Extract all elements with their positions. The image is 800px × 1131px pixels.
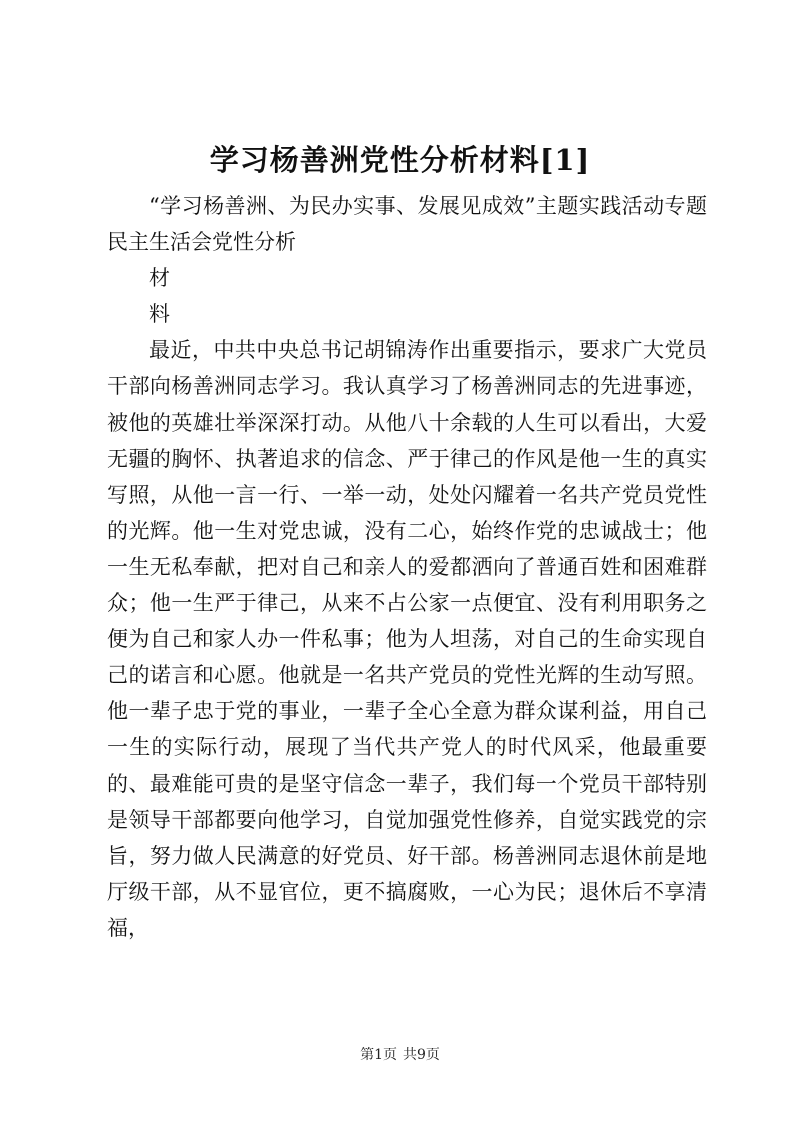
page-number: 第1页: [360, 1047, 397, 1063]
paragraph-liao: 料: [149, 302, 170, 327]
page-footer: [0, 1045, 800, 1065]
paragraph-subtitle: “学习杨善洲、为民办实事、发展见成效”主题实践活动专题民主生活会党性分析: [107, 194, 707, 255]
document-title: 学习杨善洲党性分析材料[1]: [209, 143, 591, 177]
paragraph-cai: 材: [149, 266, 170, 291]
document-body: [107, 188, 707, 946]
paragraph-main: 最近，中共中央总书记胡锦涛作出重要指示，要求广大党员干部向杨善洲同志学习。我认真学习了杨善洲同志的先进事迹，被他的英雄壮举深深打动。从他八十余载的人生可以看出，大爱无疆的胸怀、执著追求的信念、严于律己的作风是他一生的真实写照，从他一言一行、一举一动，处处闪耀着一名共产党员党性的光辉。他一生对党忠诚，没有二心，始终作党的忠诚战士；他一生无私奉献，把对自己和亲人的爱都洒向了普通百姓和困难群众；他一生严于律己，从来不占公家一点便宜、没有利用职务之便为自己和家人办一件私事；他为人坦荡，对自己的生命实现自己的诺言和心愿。他就是一名共产党员的党性光辉的生动写照。他一辈子忠于党的事业，一辈子全心全意为群众谋利益，用自己一生的实际行动，展现了当代共产党人的时代风采，他最重要的、最难能可贵的是坚守信念一辈子，我们每一个党员干部特别是领导干部都要向他学习，自觉加强党性修养，自觉实践党的宗旨，努力做人民满意的好党员、好干部。杨善洲同志退休前是地厅级干部，从不显官位，更不搞腐败，一心为民；退休后不享清福，: [107, 338, 707, 940]
page-total: 共9页: [403, 1047, 440, 1063]
